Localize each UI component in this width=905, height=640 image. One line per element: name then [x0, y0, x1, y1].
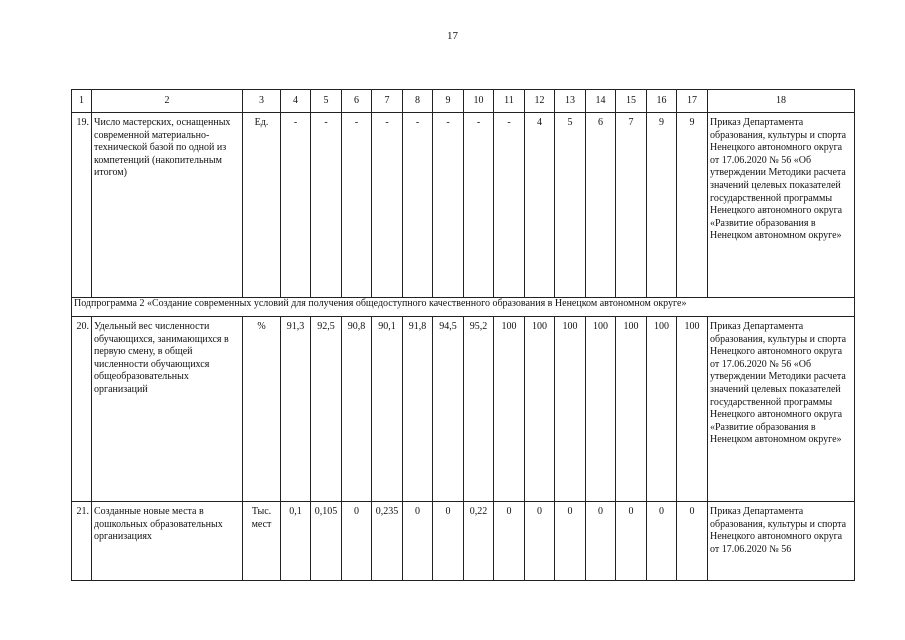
value-cell: 100 — [677, 317, 708, 502]
row-number: 21. — [72, 502, 92, 581]
value-cell: - — [281, 113, 311, 298]
value-cell: 0 — [616, 502, 647, 581]
value-cell: 9 — [677, 113, 708, 298]
source-note: Приказ Департамента образования, культуры и спорта Ненецкого автономного округа от 17.06.2020 № 56 — [708, 502, 855, 581]
value-cell: 4 — [525, 113, 555, 298]
row-number: 20. — [72, 317, 92, 502]
column-header: 5 — [311, 90, 342, 113]
value-cell: - — [464, 113, 494, 298]
value-cell: 0 — [586, 502, 616, 581]
value-cell: 95,2 — [464, 317, 494, 502]
column-header: 4 — [281, 90, 311, 113]
indicators-table — [71, 89, 855, 581]
column-header: 12 — [525, 90, 555, 113]
unit-cell: Тыс. мест — [243, 502, 281, 581]
value-cell: 0 — [555, 502, 586, 581]
value-cell: 91,3 — [281, 317, 311, 502]
column-header: 9 — [433, 90, 464, 113]
header-row — [72, 90, 855, 113]
source-note: Приказ Департамента образования, культуры и спорта Ненецкого автономного округа от 17.06.2020 № 56 «Об утверждении Методики расчета значений целевых показателей государственной программы Ненецкого автономного округа «Развитие образования в Ненецком автономном округе» — [708, 317, 855, 502]
column-header: 1 — [72, 90, 92, 113]
value-cell: 92,5 — [311, 317, 342, 502]
column-header: 14 — [586, 90, 616, 113]
indicator-name: Созданные новые места в дошкольных образовательных организациях — [92, 502, 243, 581]
value-cell: 0 — [433, 502, 464, 581]
value-cell: 9 — [647, 113, 677, 298]
column-header: 6 — [342, 90, 372, 113]
table-row — [72, 113, 855, 298]
value-cell: 100 — [525, 317, 555, 502]
table-row — [72, 317, 855, 502]
value-cell: - — [494, 113, 525, 298]
row-number: 19. — [72, 113, 92, 298]
value-cell: 0,1 — [281, 502, 311, 581]
unit-cell: % — [243, 317, 281, 502]
value-cell: 0 — [525, 502, 555, 581]
unit-cell: Ед. — [243, 113, 281, 298]
indicator-name: Удельный вес численности обучающихся, занимающихся в первую смену, в общей численности обучающихся общеобразовательных организаций — [92, 317, 243, 502]
indicator-name: Число мастерских, оснащенных современной материально-технической базой по одной из компетенций (накопительным итогом) — [92, 113, 243, 298]
value-cell: 90,8 — [342, 317, 372, 502]
value-cell: - — [311, 113, 342, 298]
value-cell: 0 — [403, 502, 433, 581]
column-header: 7 — [372, 90, 403, 113]
value-cell: 100 — [586, 317, 616, 502]
value-cell: 100 — [555, 317, 586, 502]
column-header: 8 — [403, 90, 433, 113]
value-cell: 100 — [647, 317, 677, 502]
subprogram-title: Подпрограмма 2 «Создание современных условий для получения общедоступного качественного образования в Ненецком автономном округе» — [72, 298, 855, 317]
value-cell: 90,1 — [372, 317, 403, 502]
column-header: 10 — [464, 90, 494, 113]
column-header: 16 — [647, 90, 677, 113]
value-cell: 5 — [555, 113, 586, 298]
value-cell: 94,5 — [433, 317, 464, 502]
value-cell: - — [403, 113, 433, 298]
value-cell: - — [372, 113, 403, 298]
column-header: 2 — [92, 90, 243, 113]
subprogram-row — [72, 298, 855, 317]
column-header: 13 — [555, 90, 586, 113]
value-cell: 0,22 — [464, 502, 494, 581]
table-row — [72, 502, 855, 581]
column-header: 17 — [677, 90, 708, 113]
value-cell: 0,105 — [311, 502, 342, 581]
value-cell: 0 — [647, 502, 677, 581]
page-number: 17 — [447, 30, 458, 42]
value-cell: 0 — [677, 502, 708, 581]
column-header: 11 — [494, 90, 525, 113]
value-cell: 7 — [616, 113, 647, 298]
value-cell: 91,8 — [403, 317, 433, 502]
value-cell: - — [342, 113, 372, 298]
value-cell: 6 — [586, 113, 616, 298]
value-cell: - — [433, 113, 464, 298]
value-cell: 100 — [494, 317, 525, 502]
value-cell: 0 — [342, 502, 372, 581]
column-header: 15 — [616, 90, 647, 113]
value-cell: 0 — [494, 502, 525, 581]
source-note: Приказ Департамента образования, культуры и спорта Ненецкого автономного округа от 17.06.2020 № 56 «Об утверждении Методики расчета значений целевых показателей государственной программы Ненецкого автономного округа «Развитие образования в Ненецком автономном округе» — [708, 113, 855, 298]
value-cell: 0,235 — [372, 502, 403, 581]
value-cell: 100 — [616, 317, 647, 502]
column-header: 3 — [243, 90, 281, 113]
column-header: 18 — [708, 90, 855, 113]
